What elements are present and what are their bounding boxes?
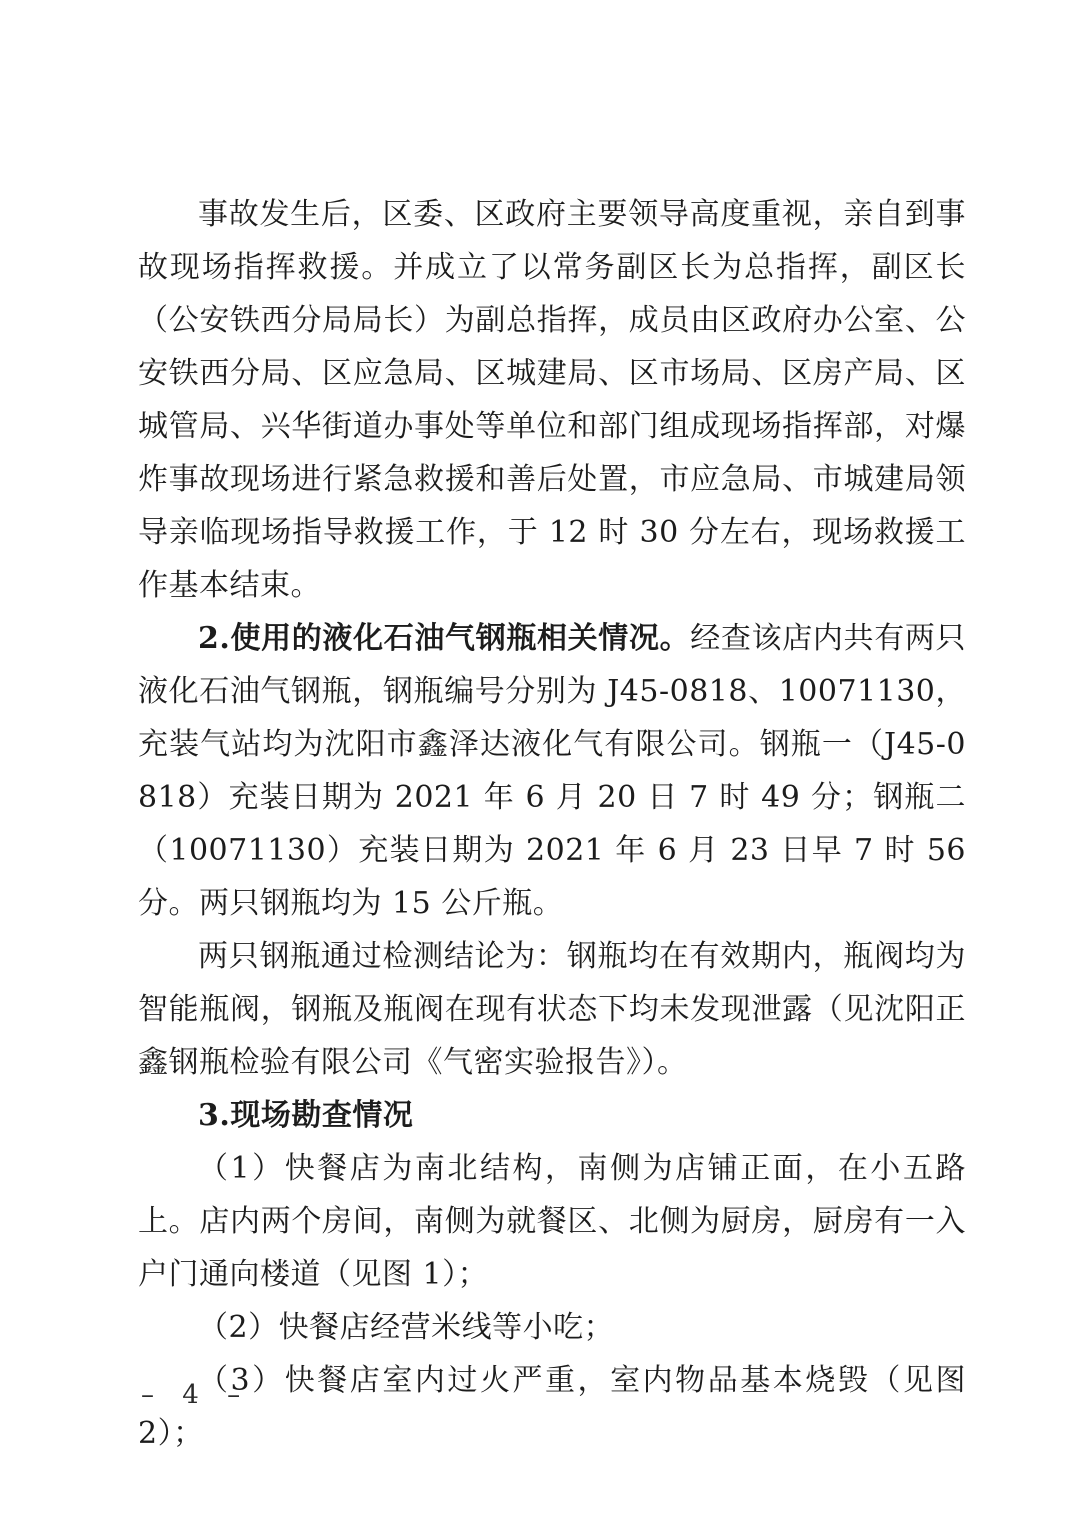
paragraph-survey-item-3: （3）快餐店室内过火严重，室内物品基本烧毁（见图 2）； [138, 1363, 966, 1451]
document-page [138, 188, 966, 1460]
section-heading-site-survey: 3.现场勘查情况 [198, 1098, 414, 1133]
paragraph-survey-item-1: （1）快餐店为南北结构，南侧为店铺正面，在小五路上。店内两个房间，南侧为就餐区、北侧为厨房，厨房有一入户门通向楼道（见图 1）； [138, 1151, 966, 1292]
paragraph-test-conclusion: 两只钢瓶通过检测结论为：钢瓶均在有效期内，瓶阀均为智能瓶阀，钢瓶及瓶阀在现有状态下均未发现泄露（见沈阳正鑫钢瓶检验有限公司《气密实验报告》）。 [138, 939, 966, 1080]
page-number: – 4 – [141, 1380, 251, 1410]
paragraph-emergency-response: 事故发生后，区委、区政府主要领导高度重视，亲自到事故现场指挥救援。并成立了以常务副区长为总指挥，副区长（公安铁西分局局长）为副总指挥，成员由区政府办公室、公安铁西分局、区应急局、区城建局、区市场局、区房产局、区城管局、兴华街道办事处等单位和部门组成现场指挥部，对爆炸事故现场进行紧急救援和善后处置，市应急局、市城建局领导亲临现场指导救援工作，于 12 时 30 分左右，现场救援工作基本结束。 [138, 197, 966, 603]
paragraph-gas-cylinders [138, 612, 966, 930]
paragraph-gas-cylinders-text: 经查该店内共有两只液化石油气钢瓶，钢瓶编号分别为 J45-0818、10071130，充装气站均为沈阳市鑫泽达液化气有限公司。钢瓶一（J45-0818）充装日期为 2021 年 6 月 20 日 7 时 49 分；钢瓶二（10071130）充装日期为 2021 年 6 月 23 日早 7 时 56 分。两只钢瓶均为 15 公斤瓶。 [138, 621, 967, 921]
paragraph-gas-cylinders-lead: 2.使用的液化石油气钢瓶相关情况。 [198, 621, 691, 656]
paragraph-survey-item-2: （2）快餐店经营米线等小吃； [198, 1310, 615, 1345]
